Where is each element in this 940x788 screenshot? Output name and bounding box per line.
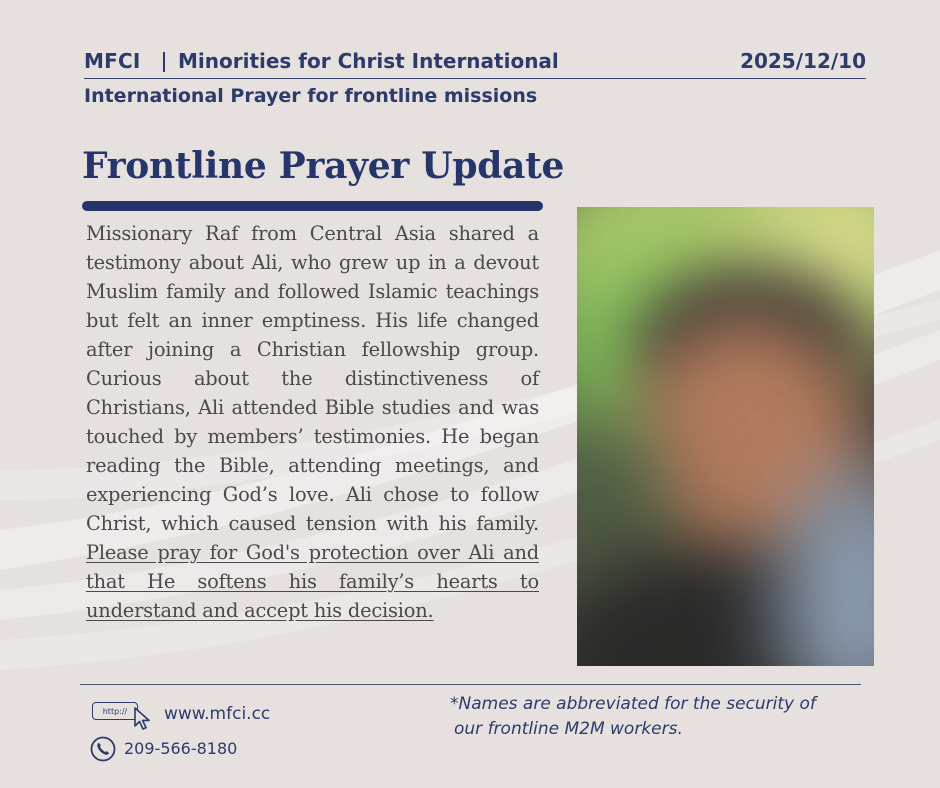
publish-date: 2025/12/10 — [740, 49, 866, 73]
blurred-portrait-photo — [577, 207, 874, 666]
link-badge: http:// — [92, 702, 138, 720]
story-text: Missionary Raf from Central Asia shared a testimony about Ali, who grew up in a devout Muslim family and followed Islamic teachings but felt an inner emptiness. His life changed after joining a Christian fellowship group. Curious about the distinctiveness of Christians, Ali attended Bible studies and was touched by members’ testimonies. He began reading the Bible, attending meetings, and experiencing God’s love. Ali chose to follow Christ, which caused tension with his family. — [86, 222, 539, 535]
website-url[interactable]: www.mfci.cc — [164, 704, 271, 724]
header-subtitle: International Prayer for frontline missions — [84, 85, 538, 107]
security-footnote — [450, 692, 870, 742]
page-title: Frontline Prayer Update — [82, 145, 565, 187]
footer-divider — [80, 684, 861, 685]
phone-icon — [90, 736, 116, 762]
org-short-name: MFCI — [84, 49, 141, 73]
footnote-line-1: *Names are abbreviated for the security of — [450, 694, 816, 714]
phone-number[interactable]: 209-566-8180 — [124, 739, 238, 758]
website-link[interactable] — [92, 700, 332, 734]
title-underline-bar — [82, 201, 543, 211]
prayer-request: Please pray for God's protection over Ali and that He softens his family’s hearts to understand and accept his decision. — [86, 541, 539, 622]
footnote-line-2: our frontline M2M workers. — [454, 719, 683, 739]
org-full-name: Minorities for Christ International — [178, 49, 559, 73]
org-separator — [163, 52, 165, 72]
cursor-arrow-icon — [132, 706, 152, 732]
story-paragraph — [86, 219, 539, 625]
org-header-row — [84, 49, 866, 77]
phone-contact[interactable] — [90, 736, 330, 764]
header-divider — [84, 78, 866, 79]
